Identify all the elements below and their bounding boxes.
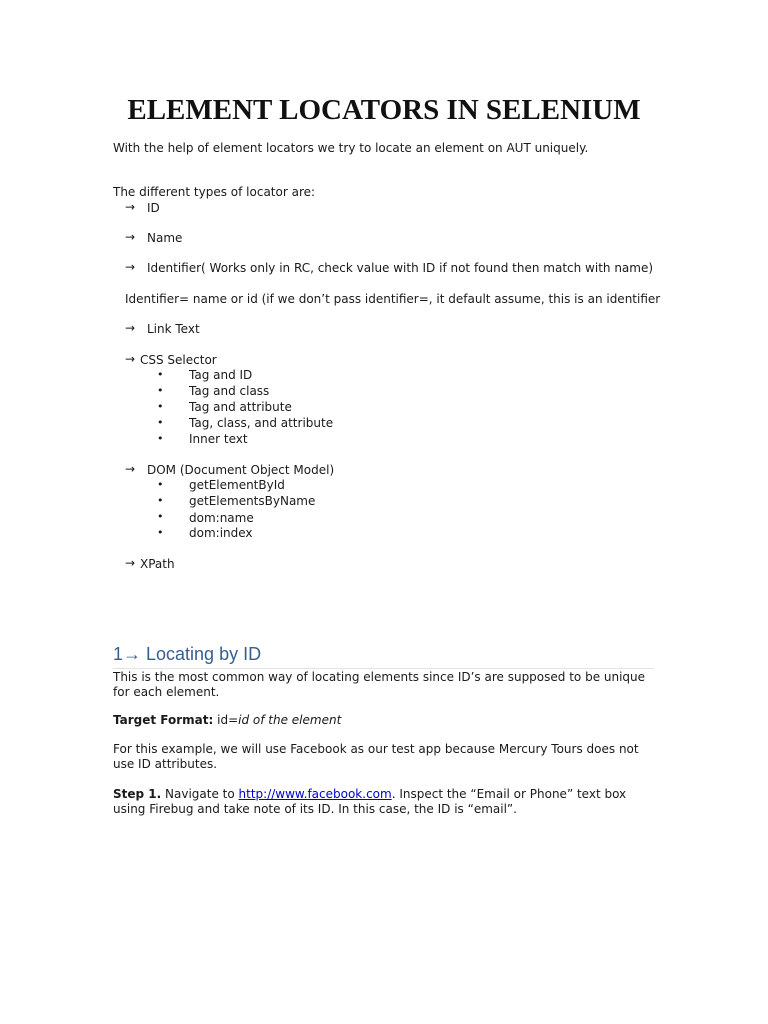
section-paragraph: This is the most common way of locating elements since ID’s are supposed to be unique for each element. — [113, 670, 646, 699]
identifier-note: Identifier= name or id (if we don’t pass identifier=, it default assume, this is an identifier — [125, 292, 661, 306]
bullet-icon: • — [157, 432, 164, 445]
target-format-value: id of the element — [238, 713, 342, 727]
step-text-pre: Navigate to — [161, 787, 239, 801]
arrow-icon: → — [125, 556, 136, 570]
bullet-icon: • — [157, 494, 164, 507]
section-paragraph: For this example, we will use Facebook as our test app because Mercury Tours does not use ID attributes. — [113, 742, 639, 771]
document-title: ELEMENT LOCATORS IN SELENIUM — [127, 94, 641, 126]
target-format-prefix: id= — [213, 713, 239, 727]
bullet-icon: • — [157, 510, 164, 523]
locator-css-selector: CSS Selector — [140, 353, 217, 367]
locator-link-text: Link Text — [147, 322, 200, 336]
step-label: Step 1. — [113, 787, 162, 801]
dom-item: getElementById — [189, 478, 285, 492]
bullet-icon: • — [157, 478, 164, 491]
css-item: Tag and class — [189, 384, 270, 398]
locator-identifier: Identifier( Works only in RC, check value with ID if not found then match with name) — [147, 261, 654, 275]
intro-paragraph: With the help of element locators we try to locate an element on AUT uniquely. — [113, 141, 589, 155]
locator-name: Name — [147, 231, 183, 245]
dom-item: dom:name — [189, 511, 254, 525]
dom-item: dom:index — [189, 526, 253, 540]
bullet-icon: • — [157, 400, 164, 413]
locator-types-heading: The different types of locator are: — [113, 185, 316, 199]
css-item: Tag and attribute — [189, 400, 292, 414]
step-text-post: . Inspect the “Email or Phone” text box using Firebug and take note of its ID. In this case, the ID is “email”. — [113, 787, 627, 816]
arrow-icon: → — [125, 321, 136, 335]
dom-item: getElementsByName — [189, 494, 316, 508]
target-format-line — [113, 713, 653, 728]
bullet-icon: • — [157, 368, 164, 381]
css-item: Inner text — [189, 432, 248, 446]
section-heading-locating-by-id: 1→ Locating by ID — [113, 644, 262, 664]
css-item: Tag, class, and attribute — [189, 416, 334, 430]
css-item: Tag and ID — [189, 368, 253, 382]
arrow-icon: → — [125, 230, 136, 244]
bullet-icon: • — [157, 526, 164, 539]
arrow-icon: → — [125, 260, 136, 274]
locator-id: ID — [147, 201, 160, 215]
arrow-icon: → — [125, 352, 136, 366]
bullet-icon: • — [157, 416, 164, 429]
heading-divider — [113, 668, 654, 669]
bullet-icon: • — [157, 384, 164, 397]
arrow-icon: → — [125, 200, 136, 214]
locator-dom: DOM (Document Object Model) — [147, 463, 335, 477]
step-1-paragraph — [113, 787, 653, 817]
arrow-icon: → — [125, 462, 136, 476]
facebook-link[interactable]: http://www.facebook.com — [238, 787, 392, 801]
locator-xpath: XPath — [140, 557, 175, 571]
target-format-label: Target Format: — [113, 713, 214, 727]
